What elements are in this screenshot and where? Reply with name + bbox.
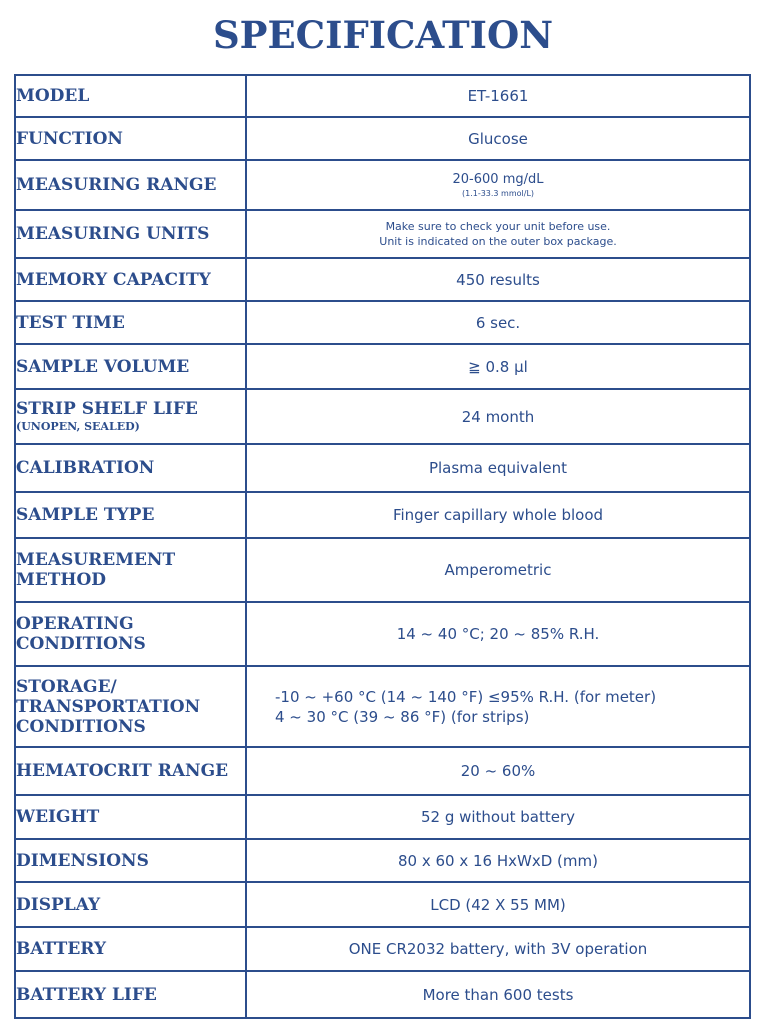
measuring-range-mgdl: 20-600 mg/dL: [452, 171, 544, 187]
spec-label-measuring-range: MEASURING RANGE: [15, 160, 246, 210]
spec-value-sample-volume: ≧ 0.8 μl: [246, 344, 750, 389]
table-row: [15, 389, 750, 444]
spec-label-hematocrit-range: HEMATOCRIT RANGE: [15, 747, 246, 795]
table-row: [15, 666, 750, 747]
table-row: [15, 602, 750, 666]
table-row: [15, 927, 750, 971]
spec-value-calibration: Plasma equivalent: [246, 444, 750, 492]
spec-value-battery: ONE CR2032 battery, with 3V operation: [246, 927, 750, 971]
spec-label-sample-type: SAMPLE TYPE: [15, 492, 246, 538]
storage-label-1: STORAGE/: [16, 676, 117, 697]
table-row: [15, 882, 750, 927]
table-row: [15, 795, 750, 839]
spec-label-measurement-method: [15, 538, 246, 602]
table-row: [15, 971, 750, 1018]
spec-label-strip-shelf-life: [15, 389, 246, 444]
operating-conditions-label-1: OPERATING: [16, 614, 134, 634]
spec-value-battery-life: More than 600 tests: [246, 971, 750, 1018]
spec-value-hematocrit-range: 20 ~ 60%: [246, 747, 750, 795]
spec-value-function: Glucose: [246, 117, 750, 160]
measuring-range-mmol: (1.1-33.3 mmol/L): [461, 188, 535, 198]
spec-label-function: FUNCTION: [15, 117, 246, 160]
operating-conditions-label-2: CONDITIONS: [16, 634, 146, 654]
spec-value-model: ET-1661: [246, 75, 750, 117]
spec-label-measuring-units: MEASURING UNITS: [15, 210, 246, 258]
table-row: [15, 444, 750, 492]
spec-label-weight: WEIGHT: [15, 795, 246, 839]
spec-label-storage-conditions: [15, 666, 246, 747]
strip-shelf-life-sublabel: (UNOPEN, SEALED): [16, 420, 140, 433]
spec-value-strip-shelf-life: 24 month: [246, 389, 750, 444]
spec-label-dimensions: DIMENSIONS: [15, 839, 246, 882]
table-row: [15, 344, 750, 389]
table-row: [15, 839, 750, 882]
spec-label-memory-capacity: MEMORY CAPACITY: [15, 258, 246, 301]
table-row: [15, 747, 750, 795]
table-row: [15, 75, 750, 117]
spec-value-measuring-range: [246, 160, 750, 210]
spec-label-battery-life: BATTERY LIFE: [15, 971, 246, 1018]
spec-value-test-time: 6 sec.: [246, 301, 750, 344]
storage-strip-conditions: 4 ~ 30 °C (39 ~ 86 °F) (for strips): [275, 707, 530, 726]
measurement-method-label-2: METHOD: [16, 570, 107, 590]
spec-value-measurement-method: Amperometric: [246, 538, 750, 602]
spec-value-display: LCD (42 X 55 MM): [246, 882, 750, 927]
page-title: SPECIFICATION: [212, 13, 554, 57]
spec-value-weight: 52 g without battery: [246, 795, 750, 839]
spec-label-sample-volume: SAMPLE VOLUME: [15, 344, 246, 389]
storage-meter-conditions: -10 ~ +60 °C (14 ~ 140 °F) ≤95% R.H. (for meter): [275, 687, 657, 706]
spec-value-dimensions: 80 x 60 x 16 HxWxD (mm): [246, 839, 750, 882]
spec-value-storage-conditions: [246, 666, 750, 747]
spec-label-model: MODEL: [15, 75, 246, 117]
table-row: [15, 160, 750, 210]
table-row: [15, 538, 750, 602]
measurement-method-label-1: MEASUREMENT: [16, 550, 176, 570]
spec-label-calibration: CALIBRATION: [15, 444, 246, 492]
spec-label-operating-conditions: [15, 602, 246, 666]
storage-label-2: TRANSPORTATION: [16, 696, 201, 717]
spec-value-memory-capacity: 450 results: [246, 258, 750, 301]
storage-label-3: CONDITIONS: [16, 716, 146, 737]
spec-label-test-time: TEST TIME: [15, 301, 246, 344]
spec-value-measuring-units: [246, 210, 750, 258]
spec-label-battery: BATTERY: [15, 927, 246, 971]
specification-table: [14, 74, 751, 1019]
table-row: [15, 117, 750, 160]
table-row: [15, 301, 750, 344]
measuring-units-note-2: Unit is indicated on the outer box package.: [379, 235, 617, 248]
spec-label-display: DISPLAY: [15, 882, 246, 927]
table-row: [15, 492, 750, 538]
measuring-units-note-1: Make sure to check your unit before use.: [385, 220, 611, 233]
table-row: [15, 258, 750, 301]
strip-shelf-life-label: STRIP SHELF LIFE: [16, 399, 198, 419]
table-row: [15, 210, 750, 258]
spec-value-operating-conditions: 14 ~ 40 °C; 20 ~ 85% R.H.: [246, 602, 750, 666]
spec-value-sample-type: Finger capillary whole blood: [246, 492, 750, 538]
